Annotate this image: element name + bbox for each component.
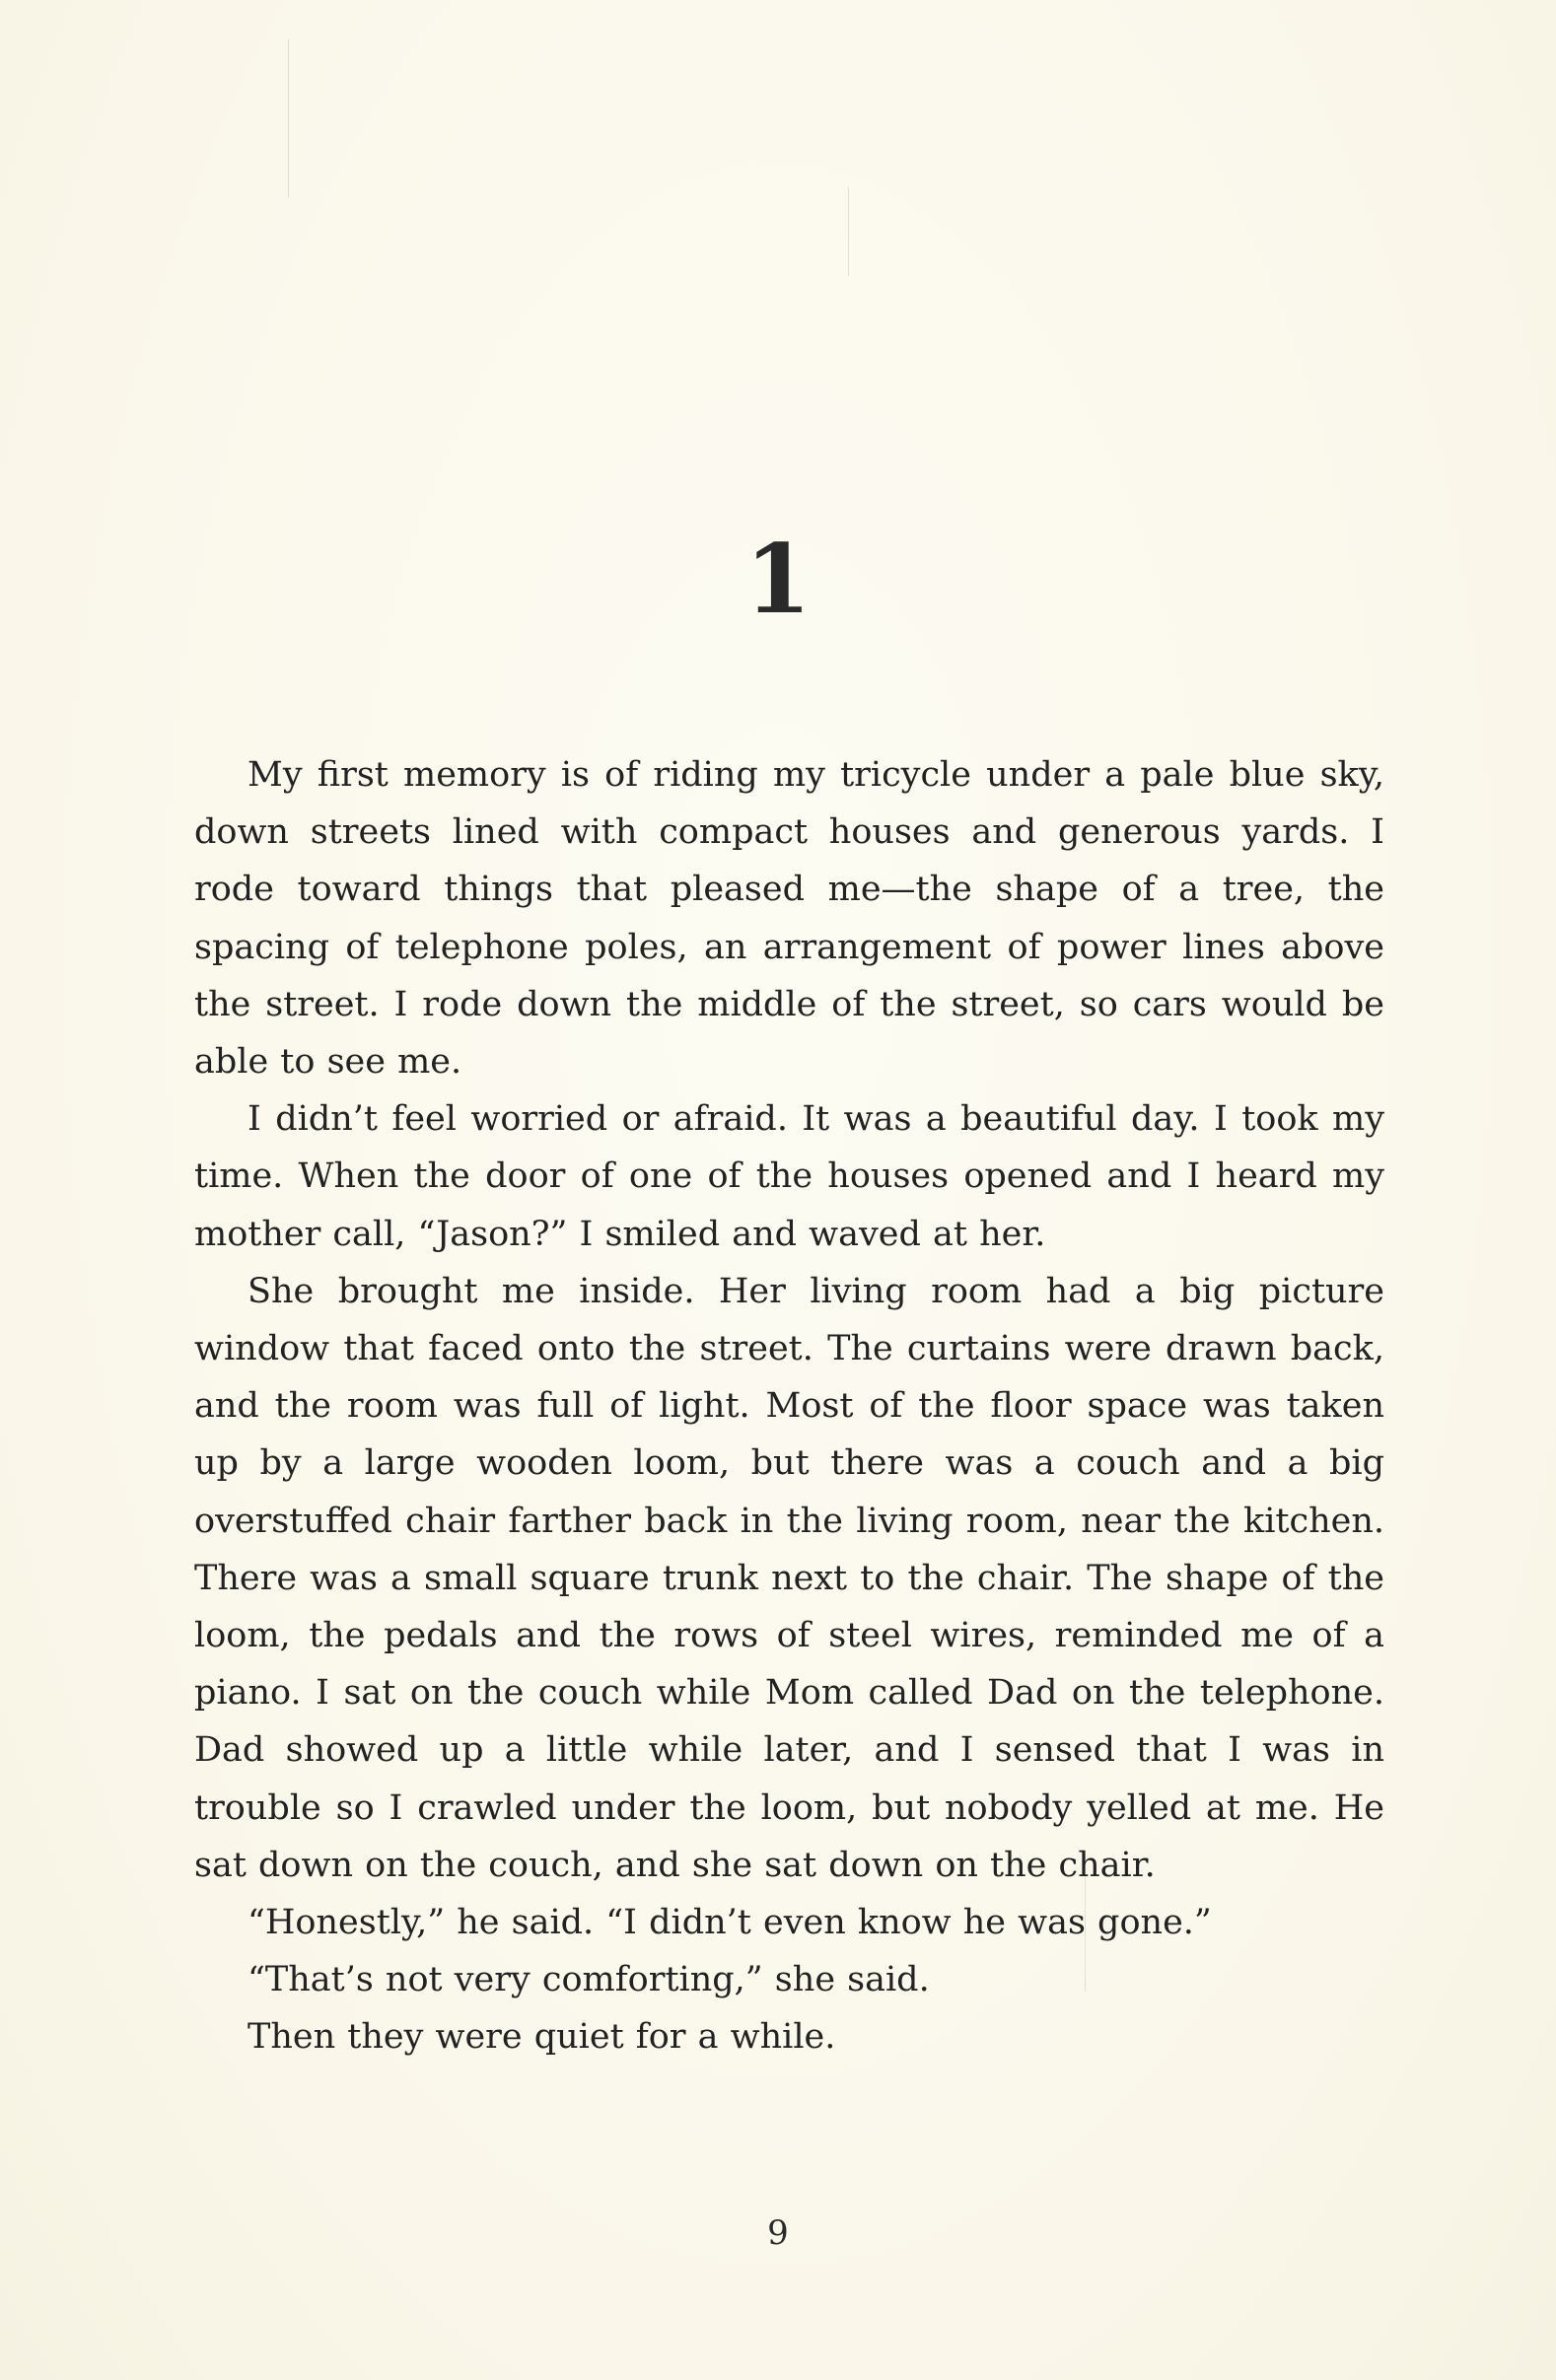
chapter-number: 1 [744, 524, 812, 635]
page-number: 9 [767, 2213, 789, 2253]
chapter-body [194, 746, 1384, 2066]
paragraph: “That’s not very comforting,” she said. [248, 1960, 930, 2000]
scan-streak [288, 39, 289, 197]
paragraph: My first memory is of riding my tricycle under a pale blue sky, down streets lined with compact houses and generous yards. I rode toward things that pleased me—the shape of a tree, the spacing of telephone poles, an arrangement of power lines above the street. I rode down the middle of the street, so cars would be able to see me. [194, 755, 1384, 1083]
paragraph: She brought me inside. Her living room had a big picture window that faced onto the street. The curtains were drawn back, and the room was full of light. Most of the floor space was taken up by a large wooden loom, but there was a couch and a big overstuffed chair farther back in the living room, near the kitchen. There was a small square trunk next to the chair. The shape of the loom, the pedals and the rows of steel wires, reminded me of a piano. I sat on the couch while Mom called Dad on the telephone. Dad showed up a little while later, and I sensed that I was in trouble so I crawled under the loom, but nobody yelled at me. He sat down on the couch, and she sat down on the chair. [194, 1271, 1384, 1885]
scan-streak [848, 187, 849, 276]
paragraph: I didn’t feel worried or afraid. It was a beautiful day. I took my time. When the door of one of the houses opened and I heard my mother call, “Jason?” I smiled and waved at her. [194, 1099, 1384, 1254]
paragraph: Then they were quiet for a while. [248, 2017, 836, 2058]
paragraph: “Honestly,” he said. “I didn’t even know he was gone.” [248, 1903, 1212, 1943]
